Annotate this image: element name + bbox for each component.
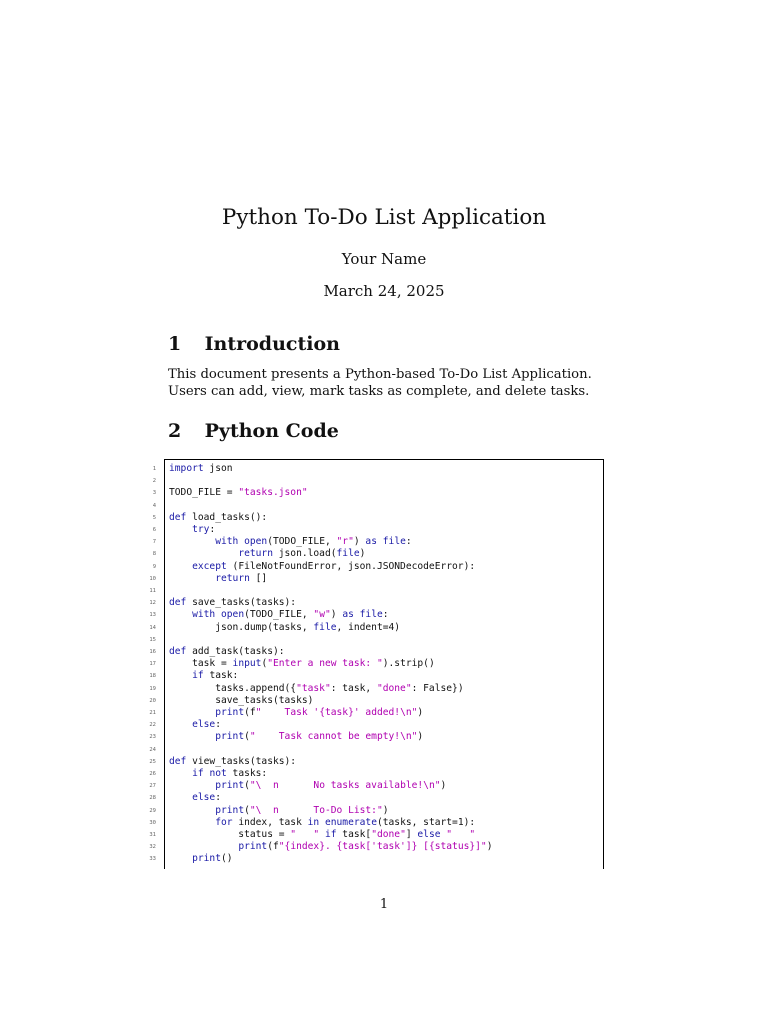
code-line [165,585,169,597]
code-line-number: 8 [152,551,156,558]
code-line: try: [192,524,216,535]
code-listing [164,459,604,869]
code-line: except (FileNotFoundError, json.JSONDecodeError): [192,560,476,572]
code-line: print(" Task cannot be empty!\n") [215,731,424,743]
code-line-number: 28 [149,795,156,802]
code-line-number: 16 [149,649,156,655]
code-line: import json [169,463,233,474]
code-line: if not tasks: [192,768,268,779]
code-line: def load_tasks(): [169,511,268,523]
code-line-number: 31 [149,832,156,838]
code-line: return json.load(file) [238,548,366,560]
code-line-number: 26 [149,771,156,777]
code-line-number: 33 [149,856,156,863]
code-line [165,744,169,756]
section-heading-python-code [168,420,339,442]
code-line-number: 6 [152,527,156,533]
introduction-paragraph: This document presents a Python-based To-Do List Application. Users can add, view, mark tasks as complete, and delete tasks. [168,367,592,399]
code-line-number: 9 [152,563,156,570]
code-line-number: 32 [149,844,156,851]
code-line-number: 7 [152,539,156,546]
code-line: print(f"{index}. {task['task']} [{status}]") [238,841,493,853]
code-line-number: 29 [149,807,156,814]
document-title: Python To-Do List Application [221,205,547,230]
code-line-number: 2 [152,478,156,485]
code-line-number: 15 [149,636,156,643]
code-line-number: 1 [152,466,156,472]
section-number: 2 [168,420,182,442]
code-line-number: 11 [149,588,156,594]
section-title: Python Code [204,420,339,442]
code-line: print("\ n To-Do List:") [215,804,389,816]
code-line: def save_tasks(tasks): [169,597,297,609]
code-line [165,634,169,646]
page-number: 1 [379,897,389,912]
code-line-number: 22 [149,722,156,729]
code-line: with open(TODO_FILE, "w") as file: [192,609,389,621]
code-line-number: 20 [149,697,156,704]
code-line: def view_tasks(tasks): [169,755,297,767]
code-line-number: 24 [149,746,156,753]
code-line [165,500,169,512]
code-line: task = input("Enter a new task: ").strip() [169,658,435,670]
code-line-number: 19 [149,685,156,692]
code-line: save_tasks(tasks) [169,694,314,706]
code-line-number: 25 [149,758,156,765]
code-line: tasks.append({"task": task, "done": False}) [169,682,464,694]
code-line-number: 17 [149,661,156,668]
code-line: print() [192,853,233,865]
code-line-number: 18 [149,673,156,680]
code-line: TODO_FILE = "tasks.json" [169,487,308,499]
code-line: for index, task in enumerate(tasks, start=1): [215,816,476,828]
code-line: print(f" Task '{task}' added!\n") [215,707,424,718]
code-line: with open(TODO_FILE, "r") as file: [215,536,412,548]
code-line: else: [192,792,221,804]
code-line-number: 4 [152,502,156,509]
code-line: status = " " if task["done"] else " " [169,829,476,840]
code-line: def add_task(tasks): [169,646,285,657]
code-line-number: 21 [149,710,156,716]
code-line-number: 27 [149,783,156,790]
document-date: March 24, 2025 [323,282,445,300]
code-line: print("\ n No tasks available!\n") [215,780,447,792]
code-line-number: 30 [149,819,156,826]
code-line: return [] [215,572,268,584]
document-author: Your Name [341,250,427,268]
code-line: else: [192,719,221,731]
code-line-number: 5 [152,514,156,521]
section-heading-introduction [168,333,340,355]
code-line-number: 3 [152,490,156,497]
code-line: json.dump(tasks, file, indent=4) [169,621,401,633]
code-line-number: 10 [149,575,156,582]
code-line-number: 14 [149,624,156,631]
section-number: 1 [168,333,182,355]
code-line-number: 13 [149,612,156,619]
code-line [165,475,169,487]
section-title: Introduction [204,333,340,355]
code-line-number: 12 [149,600,156,607]
code-line-number: 23 [149,734,156,741]
code-line: if task: [192,670,239,682]
